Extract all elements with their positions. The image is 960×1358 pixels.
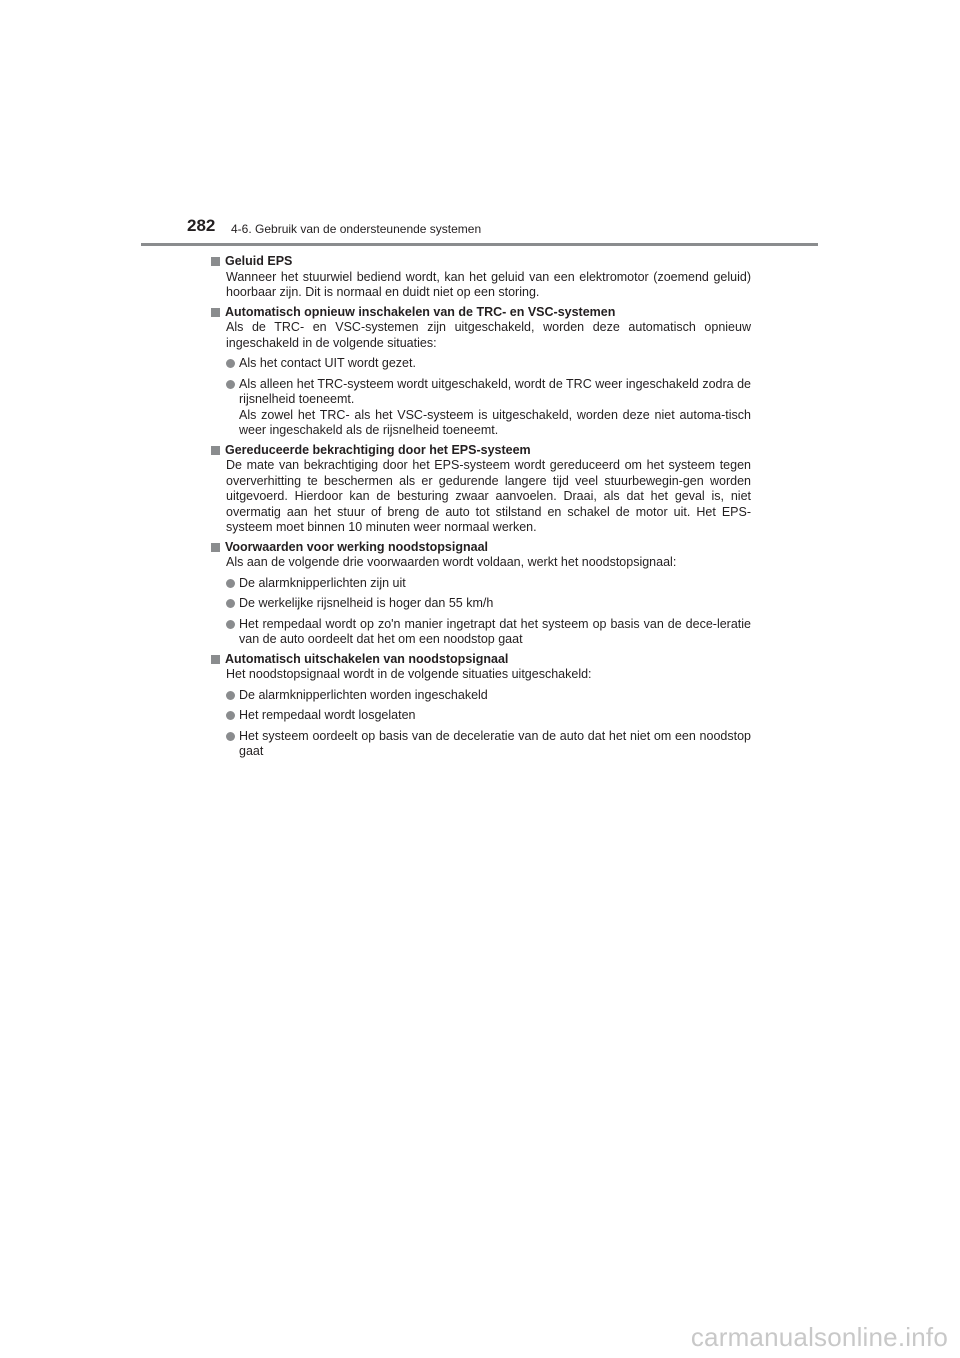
section (211, 540, 751, 648)
round-bullet-icon (226, 599, 235, 608)
round-bullet-icon (226, 579, 235, 588)
section-paragraph: De mate van bekrachtiging door het EPS-systeem wordt gereduceerd om het systeem tegen oververhitting te beschermen als er gedurende langere tijd veel stuurbewegin-gen worden uitgevoerd. Hierdoor kan de besturing zwaar aanvoelen. Draai, als dat het geval is, niet overmatig aan het stuur of breng de auto tot stilstand en schakel de motor uit. Het EPS-systeem moet binnen 10 minuten weer normaal werken. (226, 458, 751, 534)
section-paragraph: Als aan de volgende drie voorwaarden wordt voldaan, werkt het noodstopsignaal: (226, 555, 677, 569)
section-heading-text: Voorwaarden voor werking noodstopsignaal (225, 539, 489, 554)
list-item-text: Het systeem oordeelt op basis van de deceleratie van de auto dat het niet om een noodstop gaat (239, 728, 751, 758)
section-heading (211, 254, 751, 270)
round-bullet-icon (226, 359, 235, 368)
section (211, 254, 751, 301)
header-rule (141, 243, 818, 246)
round-bullet-icon (226, 380, 235, 389)
square-bullet-icon (211, 655, 220, 664)
list-item (211, 708, 751, 724)
square-bullet-icon (211, 257, 220, 266)
section-paragraph: Als de TRC- en VSC-systemen zijn uitgeschakeld, worden deze automatisch opnieuw ingeschakeld in de volgende situaties: (226, 320, 751, 350)
content-area (211, 254, 751, 764)
section-paragraph: Het noodstopsignaal wordt in de volgende situaties uitgeschakeld: (226, 667, 592, 681)
section-paragraph: Wanneer het stuurwiel bediend wordt, kan het geluid van een elektromotor (zoemend geluid) hoorbaar zijn. Dit is normaal en duidt niet op een storing. (226, 269, 751, 299)
round-bullet-icon (226, 732, 235, 741)
list-item (211, 688, 751, 704)
list-item-text: Als alleen het TRC-systeem wordt uitgeschakeld, wordt de TRC weer ingeschakeld zodra de rijsnelheid toeneemt. (239, 376, 751, 406)
section-heading-text: Gereduceerde bekrachtiging door het EPS-systeem (225, 442, 531, 457)
section-heading-text: Automatisch opnieuw inschakelen van de TRC- en VSC-systemen (225, 304, 616, 319)
section-heading (211, 652, 751, 668)
list-item-text: De alarmknipperlichten zijn uit (239, 575, 406, 590)
section (211, 305, 751, 439)
square-bullet-icon (211, 308, 220, 317)
section-heading (211, 305, 751, 321)
list-item (211, 576, 751, 592)
list-item (211, 356, 751, 372)
list-item-text: Het rempedaal wordt op zo'n manier ingetrapt dat het systeem op basis van de dece-leratie van de auto oordeelt dat het om een noodstop gaat (239, 616, 751, 646)
section (211, 443, 751, 536)
section-heading-text: Automatisch uitschakelen van noodstopsignaal (225, 651, 509, 666)
list-item-text: Als zowel het TRC- als het VSC-systeem is uitgeschakeld, worden deze niet automa-tisch weer ingeschakeld als de rijsnelheid toeneemt. (239, 407, 751, 437)
list-item (211, 729, 751, 760)
section-title: 4-6. Gebruik van de ondersteunende systemen (231, 222, 482, 236)
square-bullet-icon (211, 446, 220, 455)
section (211, 652, 751, 760)
watermark: carmanualsonline.info (690, 1322, 948, 1352)
list-item (211, 617, 751, 648)
square-bullet-icon (211, 543, 220, 552)
round-bullet-icon (226, 691, 235, 700)
list-item-text: Het rempedaal wordt losgelaten (239, 708, 416, 722)
section-heading (211, 443, 751, 459)
section-heading-text: Geluid EPS (225, 254, 293, 268)
list-item (211, 377, 751, 439)
section-heading (211, 540, 751, 556)
page-number: 282 (187, 216, 216, 235)
list-item-text: Als het contact UIT wordt gezet. (239, 356, 416, 370)
list-item (211, 596, 751, 612)
round-bullet-icon (226, 711, 235, 720)
list-item-text: De werkelijke rijsnelheid is hoger dan 55 km/h (239, 596, 494, 610)
list-item-text: De alarmknipperlichten worden ingeschakeld (239, 687, 488, 702)
round-bullet-icon (226, 620, 235, 629)
